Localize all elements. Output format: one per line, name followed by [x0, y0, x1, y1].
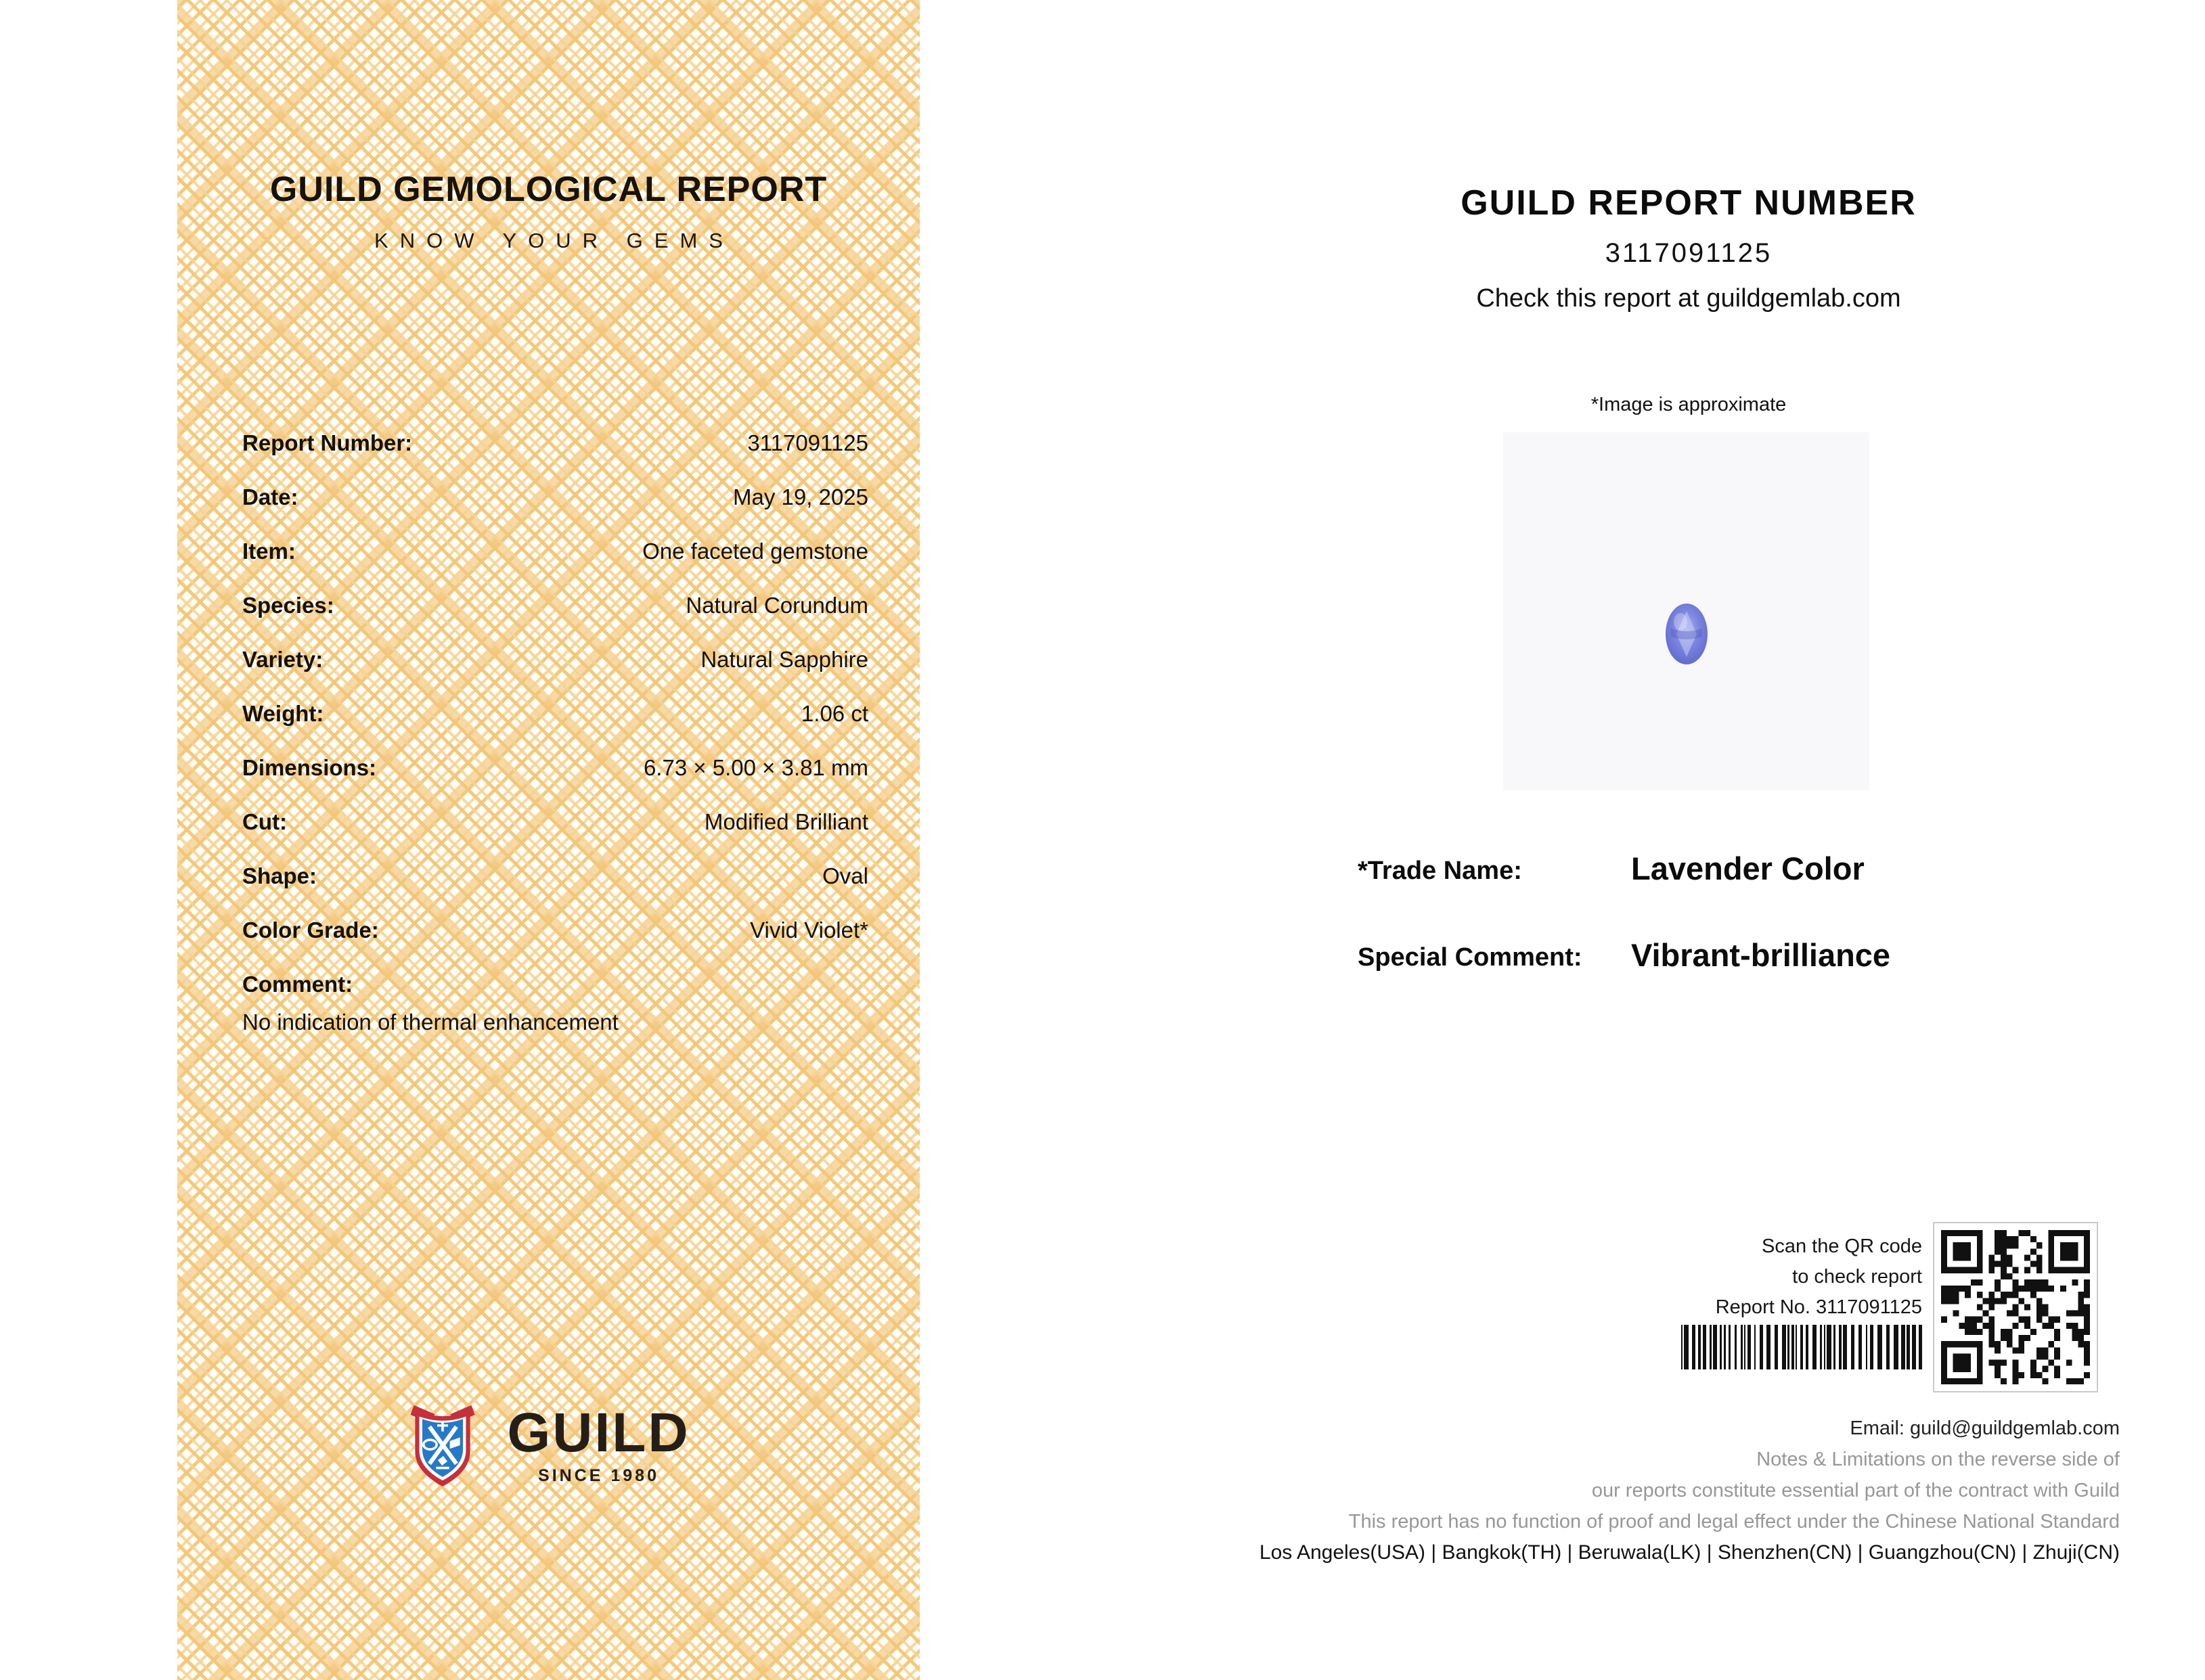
field-label: Dimensions:	[242, 755, 377, 780]
field-row-shape	[242, 849, 868, 903]
field-value: May 19, 2025	[733, 484, 868, 509]
qr-code-icon	[1941, 1230, 2090, 1384]
report-number-title: GUILD REPORT NUMBER	[1461, 183, 1917, 223]
field-label: Item:	[242, 539, 296, 564]
field-value: Modified Brilliant	[704, 809, 868, 834]
qr-caption-line2: to check report	[1792, 1266, 1922, 1288]
qr-caption-line1: Scan the QR code	[1762, 1235, 1922, 1257]
field-row-date	[242, 470, 868, 524]
footer-note-2: our reports constitute essential part of the contract with Guild	[1591, 1480, 2120, 1501]
gem-icon	[1665, 603, 1708, 665]
trade-name-value: Lavender Color	[1631, 850, 1865, 886]
barcode	[1681, 1325, 1922, 1369]
field-row-weight	[242, 687, 868, 741]
footer-note-3: This report has no function of proof and legal effect under the Chinese National Standard	[1348, 1511, 2120, 1533]
special-comment-value: Vibrant-brilliance	[1631, 937, 1891, 973]
field-value: Natural Sapphire	[700, 647, 868, 672]
field-value: 6.73 × 5.00 × 3.81 mm	[643, 755, 868, 780]
gem-photo-box	[1503, 432, 1869, 790]
field-label: Variety:	[242, 647, 324, 672]
field-row-comment	[242, 957, 868, 1012]
trade-name-label: *Trade Name:	[1358, 857, 1522, 885]
field-row-variety	[242, 633, 868, 687]
qr-caption	[1624, 1231, 1922, 1323]
field-row-species	[242, 578, 868, 633]
footer-note-1: Notes & Limitations on the reverse side of	[1756, 1449, 2120, 1470]
report-number-value: 3117091125	[1605, 238, 1773, 268]
field-row-cut	[242, 795, 868, 849]
footer-locations: Los Angeles(USA) | Bangkok(TH) | Beruwala(LK) | Shenzhen(CN) | Guangzhou(CN) | Zhuji(CN)	[1259, 1541, 2120, 1564]
field-label: Weight:	[242, 701, 324, 726]
guild-wordmark: GUILD	[507, 1401, 690, 1463]
barcode-icon	[1681, 1325, 1922, 1369]
field-value: Natural Corundum	[686, 593, 868, 618]
field-row-report-number	[242, 416, 868, 470]
certificate-subtitle: KNOW YOUR GEMS	[374, 229, 734, 252]
field-row-dimensions	[242, 741, 868, 795]
field-label: Cut:	[242, 809, 287, 834]
certificate-title: GUILD GEMOLOGICAL REPORT	[269, 170, 828, 209]
field-value: 1.06 ct	[801, 701, 868, 726]
guild-crest-icon	[407, 1398, 478, 1493]
field-label: Comment:	[242, 972, 353, 997]
qr-caption-line3: Report No. 3117091125	[1715, 1296, 1922, 1318]
field-label: Color Grade:	[242, 917, 379, 943]
certificate-front-panel	[177, 0, 920, 1680]
report-footer	[1015, 1413, 2120, 1568]
special-comment-label: Special Comment:	[1358, 943, 1582, 972]
check-report-line: Check this report at guildgemlab.com	[1476, 284, 1901, 313]
field-label: Shape:	[242, 863, 317, 888]
field-label: Species:	[242, 593, 334, 618]
field-row-item	[242, 524, 868, 578]
field-label: Report Number:	[242, 430, 413, 455]
field-value: One faceted gemstone	[642, 539, 868, 564]
gem-fields-table	[242, 416, 868, 1012]
qr-code	[1933, 1222, 2098, 1392]
field-value: Oval	[822, 863, 868, 888]
guild-logo-text	[507, 1401, 690, 1486]
guild-logo	[177, 1398, 920, 1493]
field-row-color-grade	[242, 903, 868, 957]
guild-since-text: SINCE 1980	[538, 1466, 659, 1485]
field-label: Date:	[242, 484, 298, 509]
image-approximate-note: *Image is approximate	[1590, 394, 1787, 415]
footer-email: Email: guild@guildgemlab.com	[1850, 1417, 2120, 1439]
field-value: Vivid Violet*	[750, 917, 868, 943]
comment-text: No indication of thermal enhancement	[242, 1009, 619, 1035]
field-value: 3117091125	[747, 430, 868, 455]
